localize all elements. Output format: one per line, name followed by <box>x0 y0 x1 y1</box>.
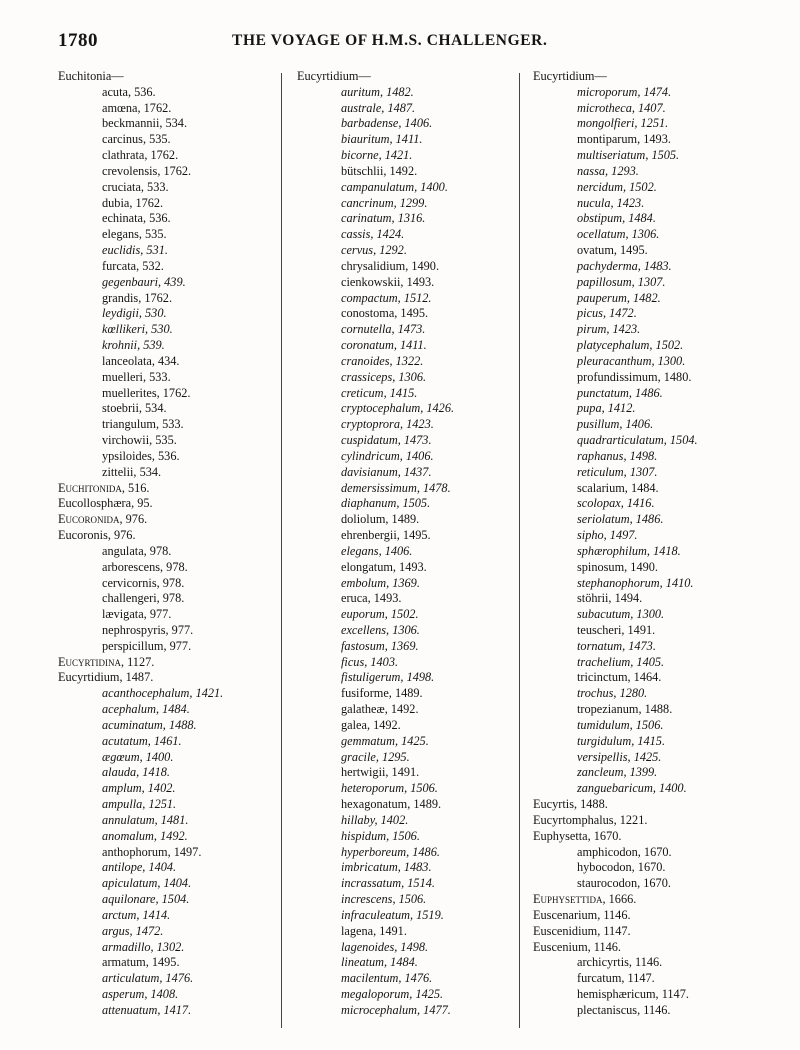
index-entry: anthophorum, 1497. <box>102 844 202 859</box>
index-entry: infraculeatum, 1519. <box>341 907 444 922</box>
index-entry: gemmatum, 1425. <box>341 733 429 748</box>
index-entry: challengeri, 978. <box>102 591 185 606</box>
index-entry: trachelium, 1405. <box>577 654 665 669</box>
index-entry: hexagonatum, 1489. <box>341 797 442 812</box>
index-entry: armadillo, 1302. <box>102 939 185 954</box>
column-rule-1 <box>281 73 282 1028</box>
index-entry: nercidum, 1502. <box>577 179 657 194</box>
index-entry: grandis, 1762. <box>102 290 173 305</box>
page-number: 1780 <box>58 30 98 51</box>
index-entry: asperum, 1408. <box>102 987 179 1002</box>
index-entry: anomalum, 1492. <box>102 828 188 843</box>
page-header <box>0 0 800 60</box>
index-entry: carinatum, 1316. <box>341 211 426 226</box>
index-entry: cienkowskii, 1493. <box>341 274 435 289</box>
index-entry: excellens, 1306. <box>341 622 420 637</box>
index-entry: biauritum, 1411. <box>341 132 423 147</box>
index-heading: Euscenarium, 1146. <box>533 907 631 922</box>
index-entry: clathrata, 1762. <box>102 148 179 163</box>
index-entry: aquilonare, 1504. <box>102 892 190 907</box>
index-entry: cassis, 1424. <box>341 227 405 242</box>
index-column-3 <box>533 69 763 1019</box>
index-entry: cylindricum, 1406. <box>341 448 434 463</box>
index-entry: acuta, 536. <box>102 84 156 99</box>
index-entry: seriolatum, 1486. <box>577 512 664 527</box>
index-entry: hyperboreum, 1486. <box>341 844 440 859</box>
index-entry: punctatum, 1486. <box>577 385 663 400</box>
index-entry: acephalum, 1484. <box>102 702 190 717</box>
index-entry: mongolfieri, 1251. <box>577 116 669 131</box>
index-entry: hybocodon, 1670. <box>577 860 666 875</box>
index-entry: tricinctum, 1464. <box>577 670 662 685</box>
index-entry: sphærophilum, 1418. <box>577 543 681 558</box>
index-entry: ovatum, 1495. <box>577 243 648 258</box>
index-entry: lanceolata, 434. <box>102 353 180 368</box>
index-entry: elegans, 1406. <box>341 543 413 558</box>
index-entry: ypsiloides, 536. <box>102 448 180 463</box>
index-entry: elegans, 535. <box>102 227 167 242</box>
index-entry: cryptocephalum, 1426. <box>341 401 455 416</box>
index-entry: acutatum, 1461. <box>102 733 182 748</box>
index-entry: barbadense, 1406. <box>341 116 433 131</box>
index-entry: euporum, 1502. <box>341 607 419 622</box>
index-entry: spinosum, 1490. <box>577 559 658 574</box>
index-entry: muellerites, 1762. <box>102 385 191 400</box>
index-entry: stoebrii, 534. <box>102 401 167 416</box>
index-entry: microcephalum, 1477. <box>341 1002 451 1017</box>
index-entry: cornutella, 1473. <box>341 322 426 337</box>
index-entry: antilope, 1404. <box>102 860 177 875</box>
index-entry: tornatum, 1473. <box>577 638 656 653</box>
index-entry: echinata, 536. <box>102 211 171 226</box>
index-entry: zittelii, 534. <box>102 464 162 479</box>
index-heading: Eucoronida, 976. <box>58 512 148 527</box>
index-entry: auritum, 1482. <box>341 84 414 99</box>
index-entry: davisianum, 1437. <box>341 464 432 479</box>
index-column-1 <box>58 69 288 1019</box>
index-entry: multiseriatum, 1505. <box>577 148 680 163</box>
running-head: THE VOYAGE OF H.M.S. CHALLENGER. <box>232 32 548 49</box>
index-entry: gracile, 1295. <box>341 749 410 764</box>
column-rule-2 <box>519 73 520 1028</box>
index-entry: hillaby, 1402. <box>341 812 409 827</box>
index-heading: Eucyrtidium, 1487. <box>58 670 154 685</box>
index-entry: ehrenbergii, 1495. <box>341 528 431 543</box>
index-entry: krohnii, 539. <box>102 338 165 353</box>
index-entry: triangulum, 533. <box>102 417 184 432</box>
index-entry: compactum, 1512. <box>341 290 432 305</box>
index-entry: turgidulum, 1415. <box>577 733 666 748</box>
index-entry: annulatum, 1481. <box>102 812 189 827</box>
index-heading: Euchitonia— <box>58 69 124 83</box>
index-entry: chrysalidium, 1490. <box>341 258 440 273</box>
index-entry: hertwigii, 1491. <box>341 765 420 780</box>
index-entry: cervicornis, 978. <box>102 575 185 590</box>
index-entry: zancleum, 1399. <box>577 765 658 780</box>
index-entry: campanulatum, 1400. <box>341 179 448 194</box>
index-entry: australe, 1487. <box>341 100 416 115</box>
index-entry: hemisphæricum, 1147. <box>577 987 689 1002</box>
index-heading: Euchitonida, 516. <box>58 480 150 495</box>
index-entry: cervus, 1292. <box>341 243 407 258</box>
index-entry: lagena, 1491. <box>341 923 407 938</box>
index-entry: angulata, 978. <box>102 543 172 558</box>
index-entry: bütschlii, 1492. <box>341 163 418 178</box>
index-entry: reticulum, 1307. <box>577 464 658 479</box>
index-entry: raphanus, 1498. <box>577 448 658 463</box>
index-entry: ægœum, 1400. <box>102 749 174 764</box>
index-heading: Eucyrtidium— <box>533 69 607 83</box>
index-entry: cruciata, 533. <box>102 179 169 194</box>
index-entry: hispidum, 1506. <box>341 828 420 843</box>
index-entry: plectaniscus, 1146. <box>577 1002 671 1017</box>
index-heading: Eucyrtidina, 1127. <box>58 654 155 669</box>
index-entry: elongatum, 1493. <box>341 559 427 574</box>
index-entry: incrassatum, 1514. <box>341 876 435 891</box>
index-entry: pupa, 1412. <box>577 401 636 416</box>
index-entry: beckmannii, 534. <box>102 116 188 131</box>
index-entry: heteroporum, 1506. <box>341 781 438 796</box>
index-entry: fusiforme, 1489. <box>341 686 423 701</box>
index-entry: picus, 1472. <box>577 306 637 321</box>
index-entry: fistuligerum, 1498. <box>341 670 435 685</box>
index-entry: coronatum, 1411. <box>341 338 427 353</box>
index-heading: Euphysettida, 1666. <box>533 892 637 907</box>
index-entry: arctum, 1414. <box>102 907 171 922</box>
index-heading: Eucoronis, 976. <box>58 528 136 543</box>
index-entry: megaloporum, 1425. <box>341 987 444 1002</box>
index-entry: arborescens, 978. <box>102 559 188 574</box>
index-entry: embolum, 1369. <box>341 575 420 590</box>
index-entry: microporum, 1474. <box>577 84 672 99</box>
index-entry: lagenoides, 1498. <box>341 939 429 954</box>
index-entry: microtheca, 1407. <box>577 100 666 115</box>
index-entry: doliolum, 1489. <box>341 512 420 527</box>
index-entry: carcinus, 535. <box>102 132 171 147</box>
index-entry: nucula, 1423. <box>577 195 645 210</box>
index-entry: tumidulum, 1506. <box>577 717 664 732</box>
index-entry: demersissimum, 1478. <box>341 480 451 495</box>
index-heading: Euscenidium, 1147. <box>533 923 631 938</box>
index-entry: acuminatum, 1488. <box>102 717 197 732</box>
index-entry: lævigata, 977. <box>102 607 172 622</box>
index-entry: gegenbauri, 439. <box>102 274 186 289</box>
index-entry: imbricatum, 1483. <box>341 860 432 875</box>
index-entry: scolopax, 1416. <box>577 496 655 511</box>
index-entry: acanthocephalum, 1421. <box>102 686 224 701</box>
index-heading: Eucollosphæra, 95. <box>58 496 153 511</box>
index-entry: crevolensis, 1762. <box>102 163 192 178</box>
index-entry: furcata, 532. <box>102 258 164 273</box>
index-entry: stephanophorum, 1410. <box>577 575 694 590</box>
index-entry: furcatum, 1147. <box>577 971 655 986</box>
index-entry: pleuracanthum, 1300. <box>577 353 686 368</box>
index-heading: Eucyrtidium— <box>297 69 371 83</box>
index-entry: armatum, 1495. <box>102 955 180 970</box>
index-heading: Eucyrtis, 1488. <box>533 797 608 812</box>
index-entry: trochus, 1280. <box>577 686 648 701</box>
index-entry: perspicillum, 977. <box>102 638 192 653</box>
index-entry: papillosum, 1307. <box>577 274 666 289</box>
index-entry: attenuatum, 1417. <box>102 1002 192 1017</box>
index-entry: tropezianum, 1488. <box>577 702 673 717</box>
index-entry: nephrospyris, 977. <box>102 622 194 637</box>
index-entry: increscens, 1506. <box>341 892 427 907</box>
index-entry: cancrinum, 1299. <box>341 195 428 210</box>
index-entry: pusillum, 1406. <box>577 417 654 432</box>
index-entry: versipellis, 1425. <box>577 749 662 764</box>
index-entry: sipho, 1497. <box>577 528 638 543</box>
index-entry: stöhrii, 1494. <box>577 591 643 606</box>
index-entry: alauda, 1418. <box>102 765 170 780</box>
index-entry: amplum, 1402. <box>102 781 176 796</box>
index-heading: Euscenium, 1146. <box>533 939 621 954</box>
index-entry: quadrarticulatum, 1504. <box>577 433 698 448</box>
index-entry: macilentum, 1476. <box>341 971 433 986</box>
index-entry: bicorne, 1421. <box>341 148 413 163</box>
index-entry: lineatum, 1484. <box>341 955 418 970</box>
index-entry: pauperum, 1482. <box>577 290 661 305</box>
index-heading: Eucyrtomphalus, 1221. <box>533 812 648 827</box>
index-entry: euclidis, 531. <box>102 243 168 258</box>
index-entry: profundissimum, 1480. <box>577 369 692 384</box>
index-entry: dubia, 1762. <box>102 195 164 210</box>
index-entry: zanguebaricum, 1400. <box>577 781 687 796</box>
index-entry: pirum, 1423. <box>577 322 641 337</box>
index-entry: nassa, 1293. <box>577 163 639 178</box>
index-entry: teuscheri, 1491. <box>577 622 656 637</box>
index-entry: ficus, 1403. <box>341 654 399 669</box>
index-entry: scalarium, 1484. <box>577 480 659 495</box>
index-entry: leydigii, 530. <box>102 306 167 321</box>
index-entry: galea, 1492. <box>341 717 401 732</box>
index-entry: cryptoprora, 1423. <box>341 417 434 432</box>
index-entry: obstipum, 1484. <box>577 211 656 226</box>
index-entry: montiparum, 1493. <box>577 132 671 147</box>
index-entry: platycephalum, 1502. <box>577 338 684 353</box>
index-entry: cranoides, 1322. <box>341 353 424 368</box>
index-entry: articulatum, 1476. <box>102 971 194 986</box>
index-entry: muelleri, 533. <box>102 369 171 384</box>
index-entry: staurocodon, 1670. <box>577 876 671 891</box>
index-entry: crassiceps, 1306. <box>341 369 427 384</box>
index-entry: ocellatum, 1306. <box>577 227 660 242</box>
index-entry: cuspidatum, 1473. <box>341 433 432 448</box>
index-entry: eruca, 1493. <box>341 591 402 606</box>
index-entry: kœllikeri, 530. <box>102 322 173 337</box>
index-entry: creticum, 1415. <box>341 385 418 400</box>
index-entry: fastosum, 1369. <box>341 638 419 653</box>
index-entry: amphicodon, 1670. <box>577 844 672 859</box>
index-entry: subacutum, 1300. <box>577 607 665 622</box>
index-entry: pachyderma, 1483. <box>577 258 672 273</box>
index-heading: Euphysetta, 1670. <box>533 828 622 843</box>
index-column-2 <box>297 69 527 1019</box>
index-entry: virchowii, 535. <box>102 433 177 448</box>
index-entry: amœna, 1762. <box>102 100 172 115</box>
index-entry: argus, 1472. <box>102 923 164 938</box>
index-entry: galatheæ, 1492. <box>341 702 419 717</box>
index-entry: archicyrtis, 1146. <box>577 955 663 970</box>
index-entry: diaphanum, 1505. <box>341 496 431 511</box>
index-entry: ampulla, 1251. <box>102 797 177 812</box>
index-entry: apiculatum, 1404. <box>102 876 192 891</box>
index-entry: conostoma, 1495. <box>341 306 429 321</box>
